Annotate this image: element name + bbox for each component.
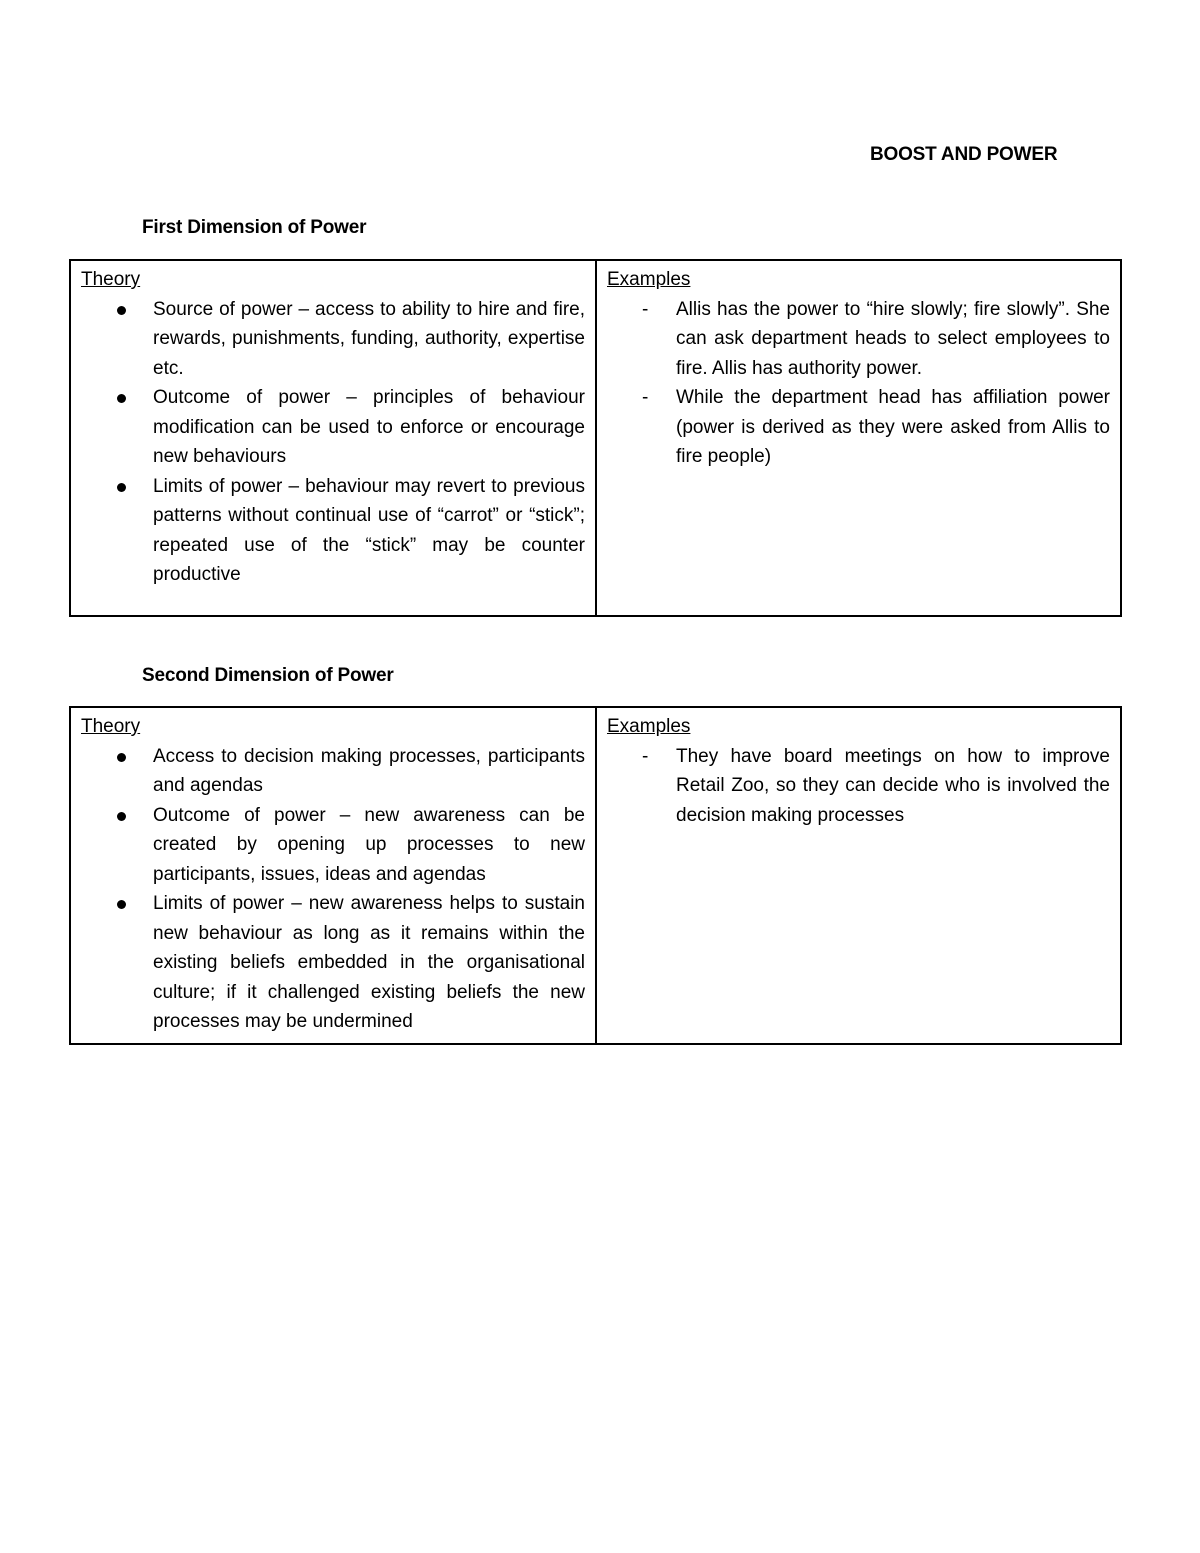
theory-header: Theory [81, 716, 141, 737]
dash-icon: - [642, 387, 649, 408]
examples-cell [596, 707, 1121, 1044]
list-item [153, 383, 585, 472]
table-row [70, 260, 1121, 616]
theory-header: Theory [81, 269, 141, 290]
theory-cell [70, 707, 596, 1044]
example-item-text: Allis has the power to “hire slowly; fire slowly”. She can ask department heads to select employees to fire. Allis has authority power. [676, 298, 1110, 379]
bullet-icon [117, 394, 126, 403]
theory-item-text: Access to decision making processes, participants and agendas [153, 745, 585, 796]
examples-cell [596, 260, 1121, 616]
examples-list [607, 742, 1110, 831]
list-item [642, 383, 1110, 472]
list-item [153, 889, 585, 1037]
list-item [642, 295, 1110, 384]
bullet-icon [117, 900, 126, 909]
table-row [70, 707, 1121, 1044]
examples-list [607, 295, 1110, 472]
theory-list [81, 295, 585, 590]
theory-item-text: Limits of power – behaviour may revert to previous patterns without continual use of “carrot” or “stick”; repeated use of the “stick” may be counter productive [153, 475, 585, 585]
document-title: BOOST AND POWER [870, 144, 1058, 165]
theory-item-text: Outcome of power – new awareness can be created by opening up processes to new participants, issues, ideas and agendas [153, 804, 585, 885]
list-item [642, 742, 1110, 831]
theory-cell [70, 260, 596, 616]
bullet-icon [117, 753, 126, 762]
list-item [153, 801, 585, 890]
second-dimension-table [69, 706, 1122, 1045]
dash-icon: - [642, 298, 649, 320]
examples-header: Examples [607, 716, 691, 737]
section-heading-second-dimension: Second Dimension of Power [142, 665, 394, 686]
list-item [153, 295, 585, 384]
example-item-text: While the department head has affiliation power (power is derived as they were asked from Allis to fire people) [676, 387, 1110, 467]
list-item [153, 472, 585, 590]
bullet-icon [117, 483, 126, 492]
theory-item-text: Outcome of power – principles of behaviour modification can be used to enforce or encourage new behaviours [153, 387, 585, 467]
dash-icon: - [642, 745, 649, 767]
examples-header: Examples [607, 269, 691, 290]
theory-item-text: Limits of power – new awareness helps to sustain new behaviour as long as it remains within the existing beliefs embedded in the organisational culture; if it challenged existing beliefs the new processes may be undermined [153, 893, 585, 1032]
bullet-icon [117, 812, 126, 821]
theory-list [81, 742, 585, 1037]
section-heading-first-dimension: First Dimension of Power [142, 217, 367, 238]
example-item-text: They have board meetings on how to improve Retail Zoo, so they can decide who is involved the decision making processes [676, 745, 1110, 826]
theory-item-text: Source of power – access to ability to hire and fire, rewards, punishments, funding, authority, expertise etc. [153, 298, 585, 379]
bullet-icon [117, 306, 126, 315]
list-item [153, 742, 585, 801]
first-dimension-table [69, 259, 1122, 617]
